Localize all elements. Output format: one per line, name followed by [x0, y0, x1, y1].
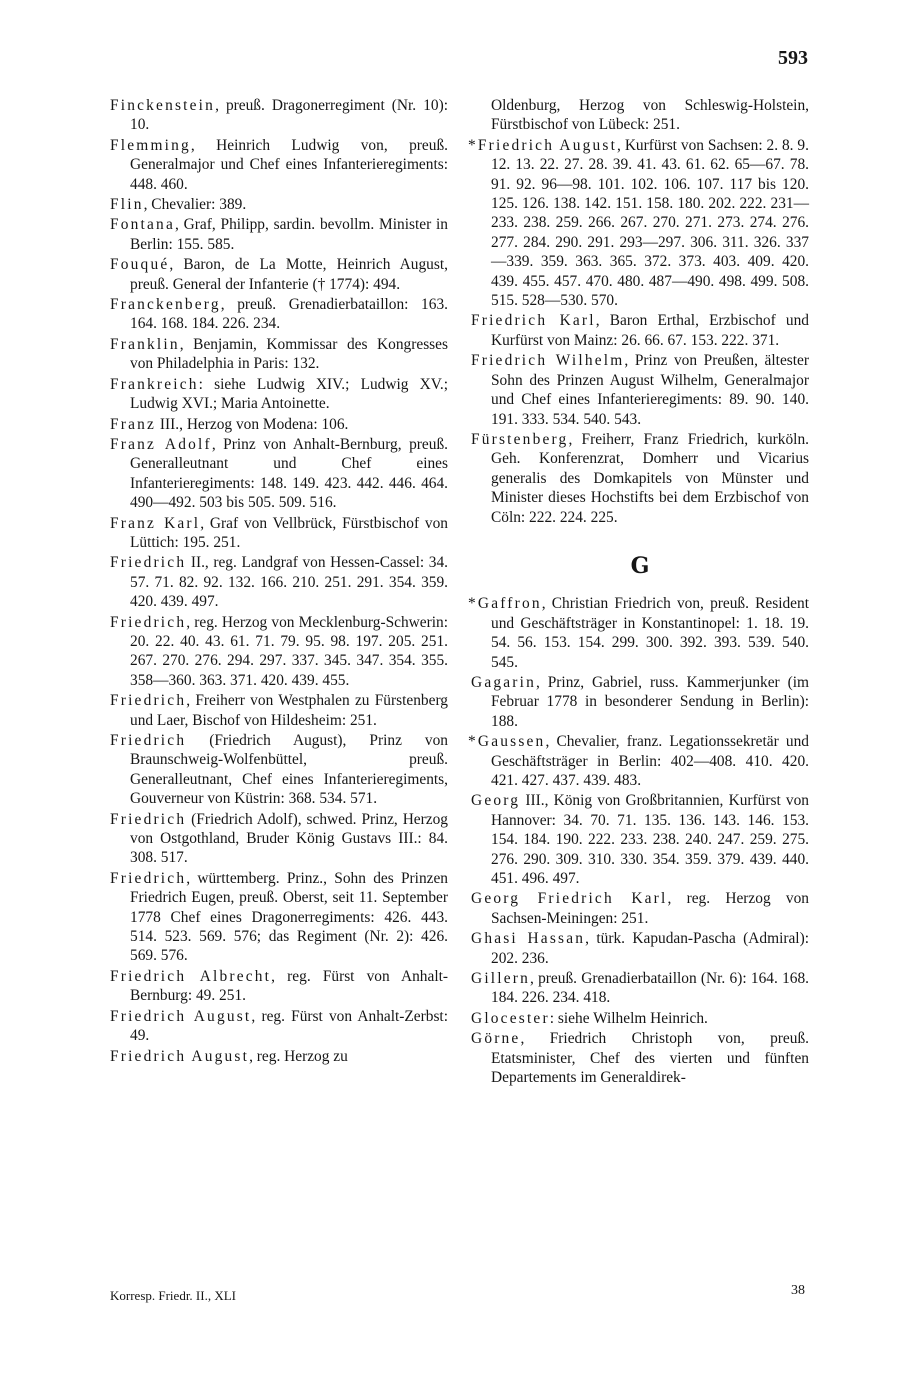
- index-entry: [110, 435, 448, 513]
- index-entry: [471, 311, 809, 350]
- entry-text: (Friedrich Adolf), schwed. Prinz, Herzog von Ostgothland, Bruder König Gustavs III.: 84. 308. 517.: [130, 810, 448, 867]
- index-entry: [110, 295, 448, 334]
- entry-text: , preuß. Grenadierbataillon: 163. 164. 168. 184. 226. 234.: [130, 296, 448, 333]
- entry-headword: Georg: [471, 792, 521, 810]
- index-entry: [471, 351, 809, 429]
- entry-headword: Finckenstein: [110, 97, 216, 114]
- index-entry: [471, 889, 809, 928]
- index-entry: [468, 732, 809, 790]
- entry-headword: Friedrich: [110, 692, 187, 710]
- entry-headword: Gagarin: [471, 673, 536, 691]
- index-entry: [110, 415, 448, 434]
- entry-headword: Friedrich: [110, 732, 187, 749]
- entry-headword: Franklin: [110, 335, 180, 353]
- entry-text: Oldenburg, Herzog von Schleswig-Holstein, Fürstbischof von Lübeck: 251.: [491, 97, 809, 134]
- entry-text: , Christian Friedrich von, preuß. Resident und Geschäftsträger in Konstantinopel: 1. 18. 19. 54. 56. 153. 154. 299. 300. 392. 393. 539. 540. 545.: [491, 595, 809, 671]
- index-entry: [110, 553, 448, 611]
- entry-text: , Heinrich Ludwig von, preuß. Generalmajor und Chef eines Infanterieregiments: 448. 460.: [130, 136, 448, 193]
- index-entry: [110, 255, 448, 294]
- entry-text: , Prinz, Gabriel, russ. Kammerjunker (im Februar 1778 in besonderer Sendung in Berlin): 188.: [491, 673, 809, 730]
- index-entry: [471, 1029, 809, 1087]
- entry-text: III., Herzog von Modena: 106.: [156, 415, 349, 433]
- entry-headword: Georg Friedrich Karl: [471, 890, 668, 908]
- index-entry: [110, 96, 448, 135]
- index-entry: [471, 430, 809, 527]
- index-entry: [110, 335, 448, 374]
- entry-text: , Chevalier: 389.: [143, 196, 247, 214]
- index-entry: [110, 967, 448, 1006]
- entry-headword: Friedrich: [110, 869, 187, 887]
- index-entry: [110, 514, 448, 553]
- entry-headword: *Gaffron: [468, 595, 542, 613]
- index-entry: [110, 810, 448, 868]
- right-column-g-entries: [468, 594, 809, 1087]
- entry-headword: Flemming: [110, 136, 191, 154]
- entry-text: , Freiherr, Franz Friedrich, kurköln. Geh. Konferenzrat, Domherr und Vicarius generalis des Domkapitels von Münster und Minister dieses Hochstifts bei dem Erzbischof von Cöln: 222. 224. 225.: [491, 430, 809, 526]
- entry-headword: Fouqué: [110, 256, 170, 274]
- index-entry: [110, 691, 448, 730]
- entry-text: : siehe Ludwig XIV.; Ludwig XV.; Ludwig XVI.; Maria Antoinette.: [130, 375, 448, 413]
- entry-text: : siehe Wilhelm Heinrich.: [549, 1009, 708, 1027]
- index-entry: [471, 969, 809, 1008]
- entry-text: , preuß. Dragonerregiment (Nr. 10): 10.: [130, 97, 448, 134]
- entry-text: (Friedrich August), Prinz von Braunschweig-Wolfenbüttel, preuß. Generalleutnant, Chef eines Infanterieregiments, Gouverneur von Küstrin: 368. 534. 571.: [130, 732, 448, 808]
- entry-headword: Friedrich August: [110, 1047, 250, 1065]
- entry-text: , württemberg. Prinz., Sohn des Prinzen Friedrich Eugen, preuß. Oberst, seit 11. September 1778 Chef eines Dragonerregiments: 426. 443. 514. 523. 569. 576; das Regiment (Nr. 2): 426. 569. 576.: [130, 869, 448, 965]
- index-entry: [468, 594, 809, 672]
- entry-headword: Franz Adolf: [110, 435, 212, 453]
- index-entry: [110, 869, 448, 966]
- entry-headword: Franz Karl: [110, 514, 201, 532]
- entry-text: , reg. Herzog von Mecklenburg-Schwerin: 20. 22. 40. 43. 61. 71. 79. 95. 98. 197. 205. 251. 267. 270. 276. 294. 297. 337. 345. 347. 354. 355. 358—360. 363. 371. 420. 439. 455.: [130, 613, 448, 689]
- section-letter-g: G: [630, 552, 650, 579]
- entry-text: , reg. Herzog von Sachsen-Meiningen: 251.: [491, 890, 809, 927]
- footer-signature-number: 38: [791, 1283, 805, 1298]
- entry-headword: Friedrich Albrecht: [110, 967, 272, 985]
- index-entry: [110, 613, 448, 691]
- entry-headword: Fürstenberg: [471, 430, 569, 448]
- entry-headword: Friedrich: [110, 613, 187, 631]
- index-entry: [110, 1007, 448, 1046]
- page-number: 593: [778, 47, 808, 69]
- entry-headword: Friedrich Karl: [471, 312, 596, 330]
- entry-text: , preuß. Grenadierbataillon (Nr. 6): 164. 168. 184. 226. 234. 418.: [491, 970, 809, 1007]
- entry-text: , reg. Fürst von Anhalt-Zerbst: 49.: [130, 1007, 448, 1045]
- entry-text: , Kurfürst von Sachsen: 2. 8. 9. 12. 13. 22. 27. 28. 39. 41. 43. 61. 62. 65—67. 78. 91. 92. 96—98. 101. 102. 106. 107. 117 bis 120. 125. 126. 138. 142. 151. 158. 180. 202. 222. 231—233. 238. 259. 266. 267. 270. 271. 273. 274. 276. 277. 284. 290. 291. 293—297. 306. 311. 326. 337—339. 359. 363. 365. 372. 373. 403. 409. 420. 439. 455. 457. 470. 480. 487—490. 498. 499. 508. 515. 528—530. 570.: [491, 136, 809, 310]
- left-column: [110, 96, 448, 1067]
- entry-text: , Prinz von Anhalt-Bernburg, preuß. Generalleutnant und Chef eines Infanterieregiments: 148. 149. 423. 442. 446. 464. 490—492. 503 bis 505. 509. 516.: [130, 435, 448, 512]
- entry-headword: Friedrich: [110, 554, 187, 572]
- entry-headword: Franckenberg: [110, 296, 221, 314]
- entry-text: , Baron, de La Motte, Heinrich August, preuß. General der Infanterie († 1774): 494.: [130, 256, 448, 293]
- index-entry: [110, 1047, 448, 1066]
- entry-text: , reg. Herzog zu: [249, 1047, 348, 1065]
- index-entry: [110, 375, 448, 414]
- entry-headword: Fontana: [110, 216, 175, 234]
- entry-text: III., König von Großbritannien, Kurfürst von Hannover: 34. 70. 71. 135. 136. 143. 146. 153. 154. 184. 190. 222. 233. 238. 240. 247. 259. 275. 276. 290. 309. 310. 330. 354. 359. 379. 439. 440. 451. 496. 497.: [491, 792, 809, 888]
- entry-headword: Glocester: [471, 1009, 550, 1027]
- right-column-f-entries: [468, 96, 809, 527]
- index-entry: [468, 136, 809, 311]
- footer-volume-reference: Korresp. Friedr. II., XLI: [110, 1288, 236, 1303]
- index-entry: [471, 96, 809, 135]
- entry-headword: Friedrich Wilhelm: [471, 352, 625, 370]
- index-entry: [110, 195, 448, 214]
- entry-text: , Friedrich Christoph von, preuß. Etatsminister, Chef des vierten und fünften Departements im Generaldirek-: [491, 1030, 809, 1087]
- entry-text: , Graf, Philipp, sardin. bevollm. Minister in Berlin: 155. 585.: [130, 216, 448, 253]
- entry-text: , Baron Erthal, Erzbischof und Kurfürst von Mainz: 26. 66. 67. 153. 222. 371.: [491, 312, 809, 349]
- entry-text: , Freiherr von Westphalen zu Fürstenberg und Laer, Bischof von Hildesheim: 251.: [130, 692, 448, 729]
- right-column: [468, 96, 809, 1089]
- entry-headword: Görne: [471, 1030, 521, 1048]
- index-entry: [110, 136, 448, 194]
- entry-text: , Graf von Vellbrück, Fürstbischof von Lüttich: 195. 251.: [130, 514, 448, 551]
- entry-text: , Prinz von Preußen, ältester Sohn des Prinzen August Wilhelm, Generalmajor und Chef eines Infanterieregiments: 89. 90. 140. 191. 333. 534. 540. 543.: [491, 352, 809, 428]
- index-entry: [110, 215, 448, 254]
- entry-headword: Franz: [110, 415, 157, 433]
- entry-text: , türk. Kapudan-Pascha (Admiral): 202. 236.: [491, 930, 809, 967]
- index-entry: [471, 1009, 809, 1028]
- index-entry: [471, 791, 809, 888]
- entry-text: , Benjamin, Kommissar des Kongresses von Philadelphia in Paris: 132.: [130, 335, 448, 373]
- entry-headword: *Friedrich August: [468, 136, 618, 154]
- entry-headword: Flin: [110, 196, 144, 214]
- entry-headword: Ghasi Hassan: [471, 930, 586, 948]
- entry-text: II., reg. Landgraf von Hessen-Cassel: 34. 57. 71. 82. 92. 132. 166. 210. 251. 291. 354. 359. 420. 439. 497.: [130, 554, 448, 611]
- entry-headword: Friedrich August: [110, 1007, 252, 1025]
- entry-headword: Gillern: [471, 970, 530, 988]
- entry-headword: *Gaussen: [468, 733, 546, 751]
- index-entry: [471, 929, 809, 968]
- index-entry: [471, 673, 809, 731]
- index-entry: [110, 731, 448, 809]
- entry-text: , reg. Fürst von Anhalt-Bernburg: 49. 251.: [130, 967, 449, 1005]
- entry-headword: Frankreich: [110, 375, 199, 393]
- entry-text: , Chevalier, franz. Legationssekretär und Geschäftsträger in Berlin: 402—408. 410. 420. 421. 427. 437. 439. 483.: [491, 733, 809, 789]
- entry-headword: Friedrich: [110, 810, 187, 828]
